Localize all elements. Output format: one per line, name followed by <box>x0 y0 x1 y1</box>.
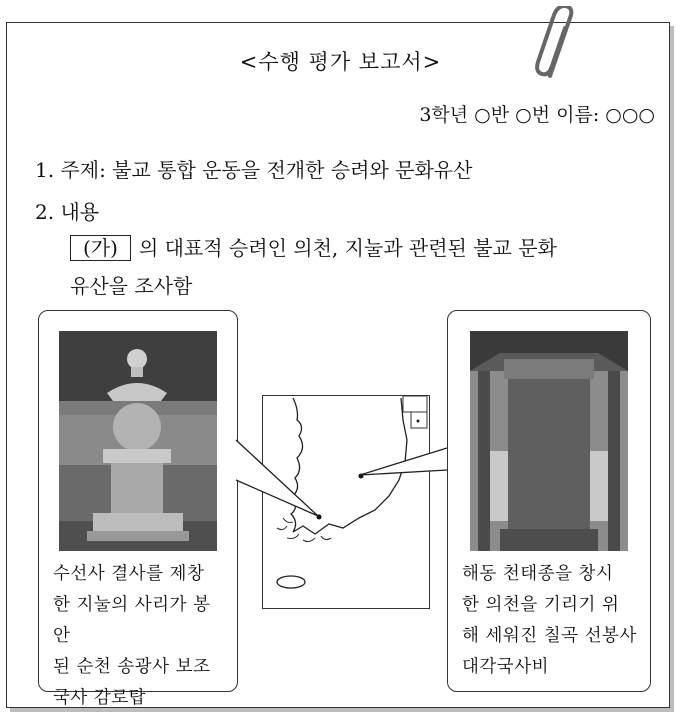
caption-line: 국사 감로탑 <box>53 688 147 708</box>
student-info: 3학년 ○반 ○번 이름: ○○○ <box>419 104 655 126</box>
caption-line: 수선사 결사를 제창 <box>53 564 205 584</box>
caption-line: 해 세워진 칠곡 선봉사 <box>462 626 637 646</box>
caption-line: 해동 천태종을 창시 <box>462 564 614 584</box>
content-text: 의 대표적 승려인 의천, 지눌과 관련된 불교 문화 <box>138 236 557 260</box>
content-line-2: 유산을 조사함 <box>70 274 193 298</box>
caption-line: 한 지눌의 사리가 봉안 <box>53 595 211 646</box>
blank-box: (가) <box>70 235 131 261</box>
caption-line: 대각국사비 <box>462 657 550 677</box>
report-title: <수행 평가 보고서> <box>239 50 442 74</box>
topic-line: 1. 주제: 불교 통합 운동을 전개한 승려와 문화유산 <box>35 158 473 182</box>
content-heading: 2. 내용 <box>35 200 100 224</box>
caption-line: 한 의천을 기리기 위 <box>462 595 620 615</box>
caption-line: 된 순천 송광사 보조 <box>53 657 211 677</box>
